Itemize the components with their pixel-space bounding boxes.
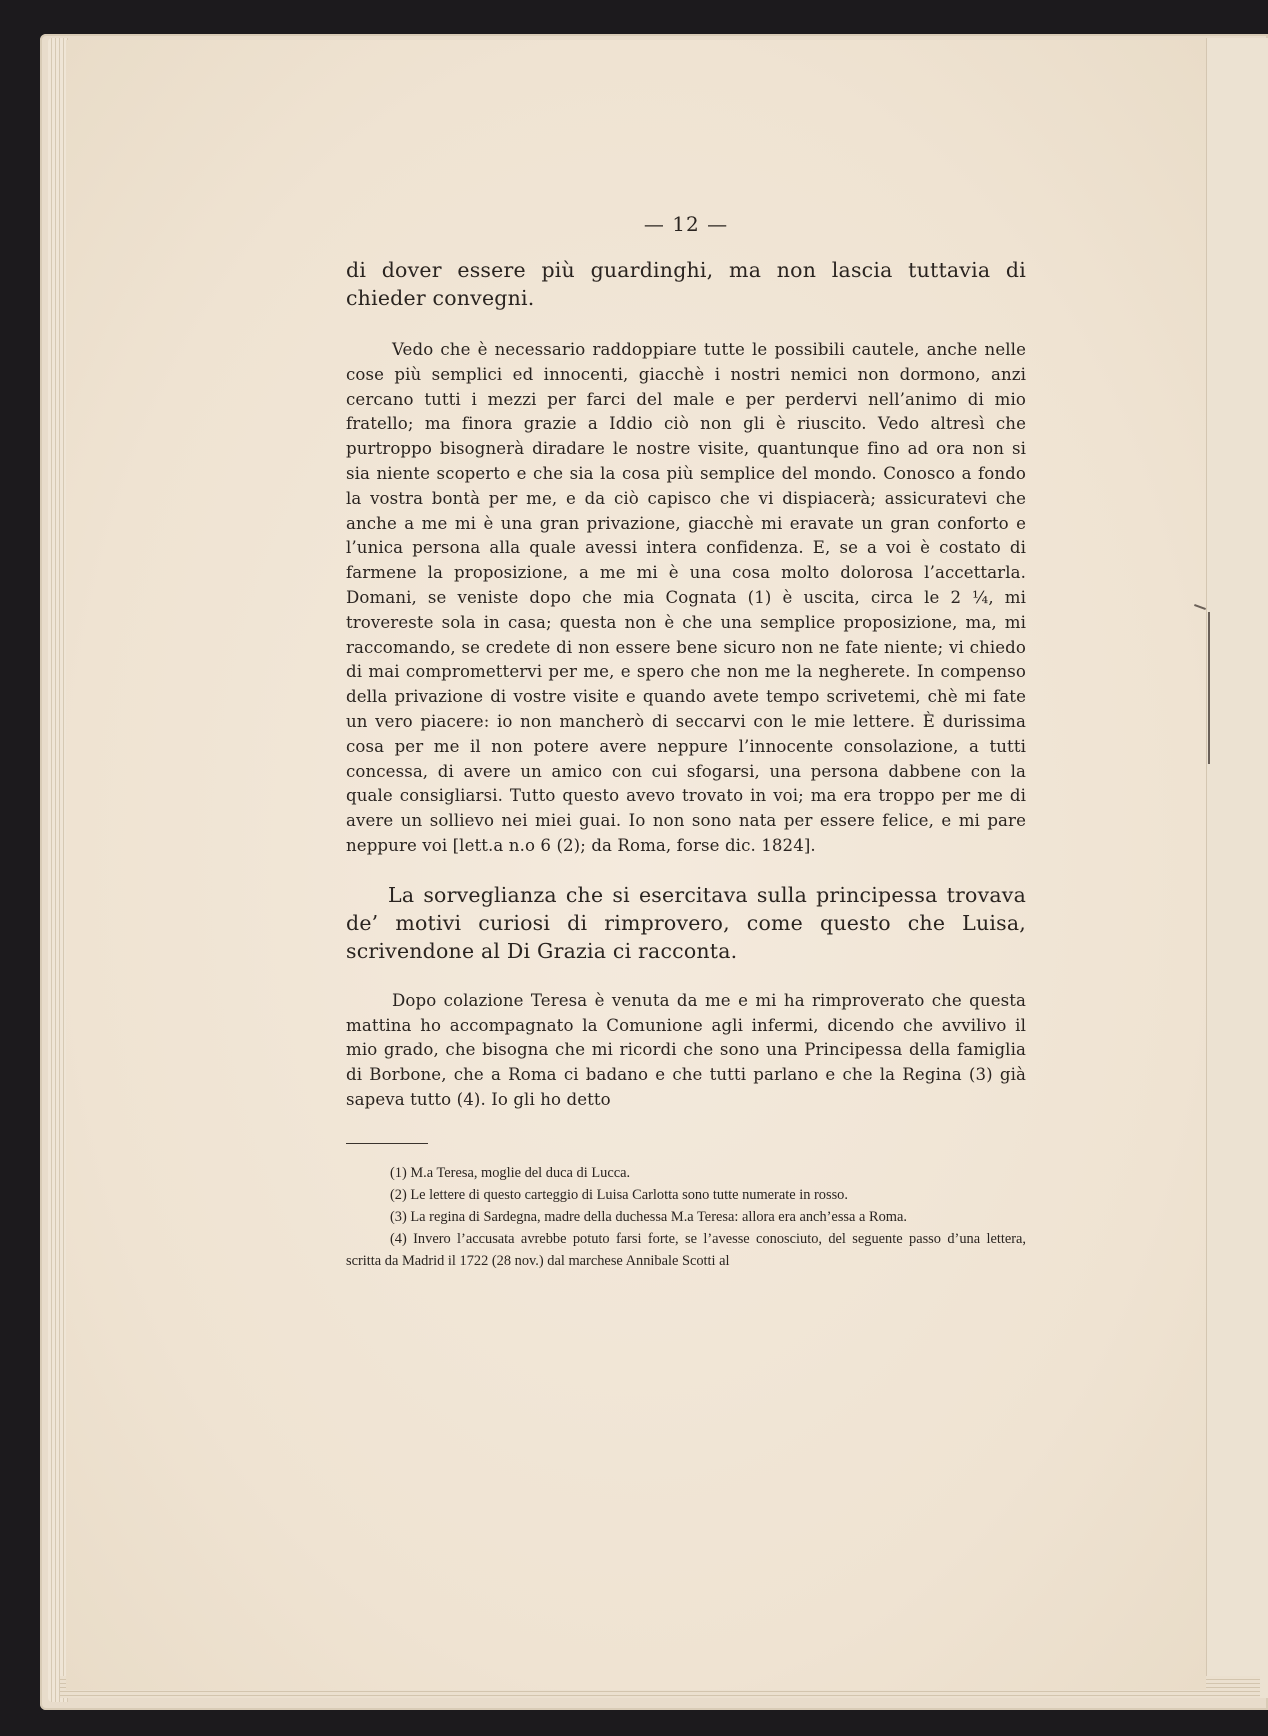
footnote-rule xyxy=(346,1143,428,1144)
letter-quote-2: Dopo colazione Teresa è venuta da me e mi ha rimproverato che questa mattina ho accompagnato la Comunione agli infermi, dicendo che avvilivo il mio grado, che bisogna che mi ricordi che sono una Principessa della famiglia di Borbone, che a Roma ci badano e che tutti parlano e che la Regina (3) già sapeva tutto (4). Io gli ho detto xyxy=(346,990,1026,1109)
footnote-3: (3) La regina di Sardegna, madre della duchessa M.a Teresa: allora era anch’essa a Roma. xyxy=(390,1208,907,1225)
narrative-paragraph: La sorveglianza che si esercitava sulla principessa trovava de’ motivi curiosi di rimprovero, come questo che Luisa, scrivendone al Di Grazia ci racconta. xyxy=(346,882,1026,963)
footnote-1: (1) M.a Teresa, moglie del duca di Lucca. xyxy=(390,1164,631,1181)
facing-page-edge xyxy=(1206,38,1268,1698)
page-content xyxy=(346,212,1026,1272)
opening-paragraph: di dover essere più guardinghi, ma non lascia tuttavia di chieder convegni. xyxy=(346,258,1026,310)
footnote-4: (4) Invero l’accusata avrebbe potuto farsi forte, se l’avesse conosciuto, del seguente passo d’una lettera, scritta da Madrid il 1722 (28 nov.) dal marchese Annibale Scotti al xyxy=(346,1230,1026,1269)
page-number: — 12 — xyxy=(643,212,729,236)
page-edge-left xyxy=(48,38,68,1702)
margin-bracket-mark xyxy=(1200,612,1210,764)
footnote-2: (2) Le lettere di questo carteggio di Luisa Carlotta sono tutte numerate in rosso. xyxy=(390,1186,848,1203)
letter-quote-1: Vedo che è necessario raddoppiare tutte le possibili cautele, anche nelle cose più semplici ed innocenti, giacchè i nostri nemici non dormono, anzi cercano tutti i mezzi per farci del male e per perdervi nell’animo di mio fratello; ma finora grazie a Iddio ciò non gli è riuscito. Vedo altresì che purtroppo bisognerà diradare le nostre visite, quantunque fino ad ora non si sia niente scoperto e che sia la cosa più semplice del mondo. Conosco a fondo la vostra bontà per me, e da ciò capisco che vi dispiacerà; assicuratevi che anche a me mi è una gran privazione, giacchè mi eravate un gran conforto e l’unica persona alla quale avessi intera confidenza. E, se a voi è costato di farmene la proposizione, a me mi è una cosa molto dolorosa l’accettarla. Domani, se veniste dopo che mia Cognata (1) è uscita, circa le 2 ¼, mi trovereste sola in casa; questa non è che una semplice proposizione, ma, mi raccomando, se credete di non essere bene sicuro non ne fate niente; vi chiedo di mai compromettervi per me, e spero che non me la negherete. In compenso della privazione di vostre visite e quando avete tempo scrivetemi, chè mi fate un vero piacere: io non mancherò di seccarvi con le mie lettere. È durissima cosa per me il non potere avere neppure l’innocente consolazione, a tutti concessa, di avere un amico con cui sfogarsi, una persona dabbene con la quale consigliarsi. Tutto questo avevo trovato in voi; ma era troppo per me di avere un sollievo nei miei guai. Io non sono nata per essere felice, e mi pare neppure voi [lett.a n.o 6 (2); da Roma, forse dic. 1824]. xyxy=(346,340,1026,855)
